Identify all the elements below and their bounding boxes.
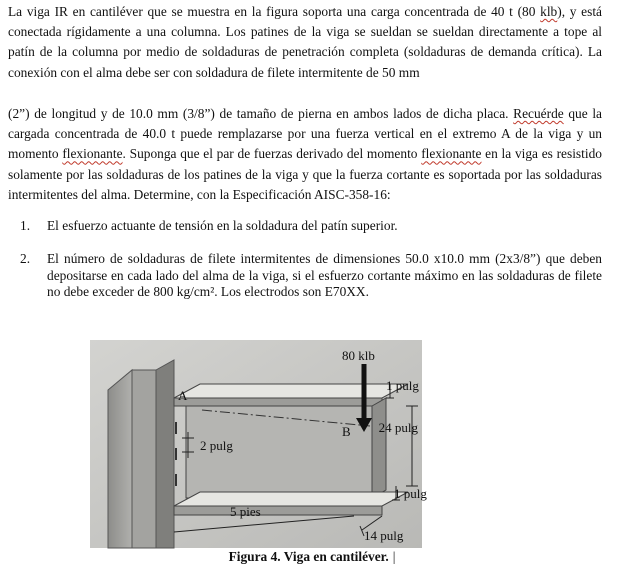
list-item-number: 1. [20,218,31,233]
caption-text: Figura 4. Viga en cantiléver. [228,549,389,564]
point-b-label: B [342,424,351,439]
list-item-number: 2. [20,251,31,266]
length-dim-label: 5 pies [230,504,261,519]
p1-text-a: La viga IR en cantiléver que se muestra en la figura soporta una carga concentrada de 40 t (80 [8,4,541,19]
point-a-label: A [178,388,188,403]
width-dim-label: 14 pulg [364,528,404,543]
load-label: 80 klb [342,348,375,363]
beam-illustration [90,340,427,548]
p1-text-b: ), y está conectada rígidamente a una columna. Los patines de la viga se sueldan se sueldan directamente a tope al patín de la columna por medio de soldaduras de penetración completa (soldaduras de demanda crítica). La conexión con el alma debe ser con soldadura de filete intermitente de 50 mm [8,4,602,80]
p2-text-d: en la viga es resistido solamente por las soldaduras de los patines de la viga y que la fuerza cortante es soportada por las soldaduras intermitentes del alma. Determine, con la Especificación AISC-358-16: [8,146,602,202]
p2-text-a: (2”) de longitud y de 10.0 mm (3/8”) de tamaño de pierna en ambos lados de dicha placa. [8,106,514,121]
top-flange-dim-label: 1 pulg [386,378,419,393]
p1-klb: klb [540,4,558,19]
list-item-text: El número de soldaduras de filete intermitentes de dimensiones 50.0 x10.0 mm (2x3/8”) que deben depositarse en cada lado del alma de la viga, si el esfuerzo cortante máximo en las soldaduras de filete no debe exceder de 800 kg/cm². Los electrodos son E70XX. [47,251,602,299]
paragraph-1 [8,2,602,83]
depth-dim-label: 24 pulg [378,420,418,435]
p2-text-c: . Suponga que el par de fuerzas derivado del momento [122,146,422,162]
p2-flexionante-1: flexionante [62,146,123,162]
p2-recuerde: Recuérde [513,106,564,121]
beam-figure [90,340,427,548]
bottom-flange-dim-label: 1 pulg [394,486,427,501]
text-cursor: | [392,549,396,564]
list-item-text: El esfuerzo actuante de tensión en la soldadura del patín superior. [47,218,398,233]
paragraph-2 [8,104,602,205]
figure-caption [0,549,624,565]
p2-text-b: que la cargada concentrada de 40.0 t puede remplazarse por una fuerza vertical en el extremo A de la viga y un momento [8,106,602,162]
p2-flexionante-2: flexionante [421,146,482,162]
weld-length-label: 2 pulg [200,438,233,453]
